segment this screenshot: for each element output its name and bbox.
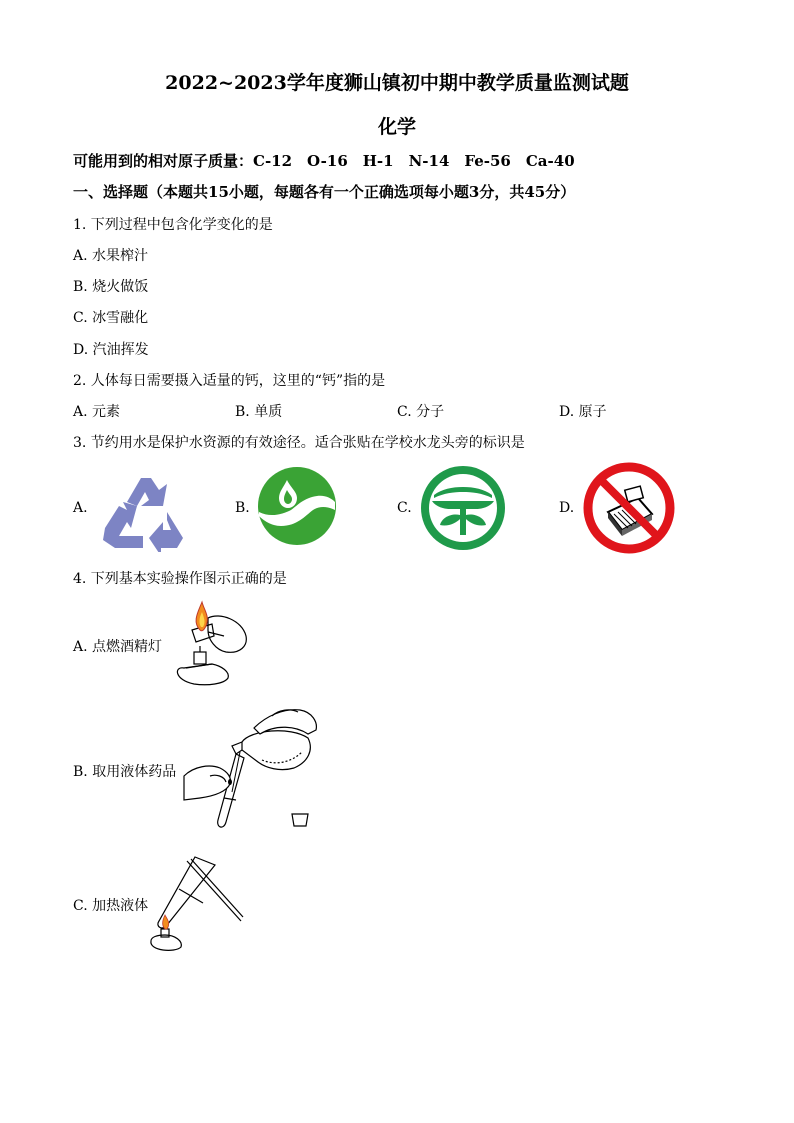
q4-option-b: B. 取用液体药品 [73,764,177,780]
green-food-icon [420,465,506,551]
atomic-masses: 可能用到的相对原子质量：C-12 O-16 H-1 N-14 Fe-56 Ca-40 [73,152,575,170]
q2-option-c: C. 分子 [397,404,445,420]
q4-stem: 4. 下列基本实验操作图示正确的是 [73,571,287,587]
alcohol-lamp-lighting-icon [168,600,258,690]
no-matches-icon [582,462,676,554]
water-saving-icon [257,466,337,546]
recycle-icon [97,466,193,552]
q1-stem: 1. 下列过程中包含化学变化的是 [73,217,273,233]
q1-option-a: A. 水果榨汁 [73,248,149,264]
q2-stem: 2. 人体每日需要摄入适量的钙，这里的“钙”指的是 [73,373,386,389]
q3-option-c: C. [397,500,412,516]
q1-option-c: C. 冰雪融化 [73,310,149,326]
q4-option-c: C. 加热液体 [73,898,149,914]
q1-option-b: B. 烧火做饭 [73,279,149,295]
pour-liquid-icon [180,702,320,832]
q3-option-a: A. [73,500,88,516]
q3-option-d: D. [559,500,575,516]
q2-option-d: D. 原子 [559,404,607,420]
section-heading: 一、选择题（本题共15小题，每题各有一个正确选项每小题3分，共45分） [73,183,576,201]
q2-option-b: B. 单质 [235,404,283,420]
q2-option-a: A. 元素 [73,404,121,420]
q3-stem: 3. 节约用水是保护水资源的有效途径。适合张贴在学校水龙头旁的标识是 [73,435,525,451]
q3-option-b: B. [235,500,250,516]
exam-title: 2022~2023学年度狮山镇初中期中教学质量监测试题 [165,72,629,94]
q4-option-a: A. 点燃酒精灯 [73,639,163,655]
subject-title: 化学 [377,116,416,138]
q1-option-d: D. 汽油挥发 [73,342,149,358]
heat-liquid-icon [145,855,245,955]
